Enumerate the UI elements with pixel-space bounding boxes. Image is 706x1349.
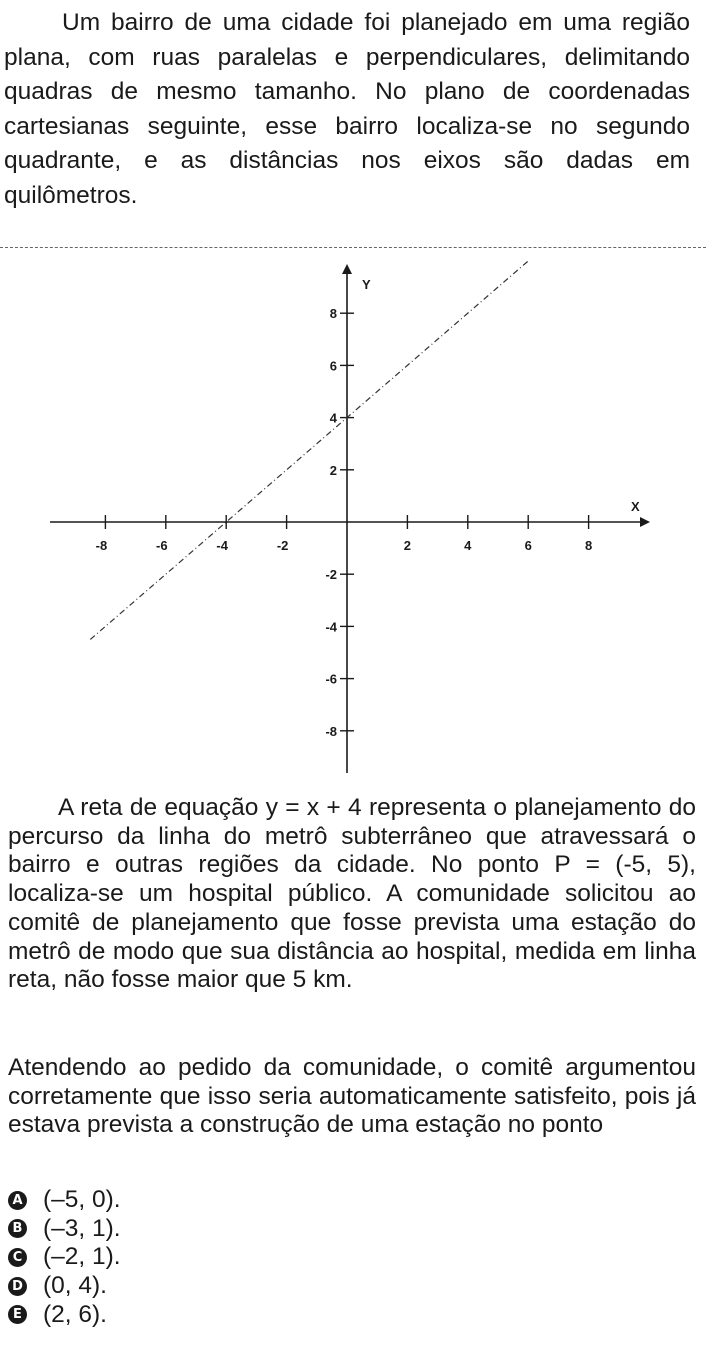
question-paragraph-3: Atendendo ao pedido da comunidade, o comitê argumentou corretamente que isso seria automaticamente satisfeito, pois já estava prevista a construção de uma estação no ponto: [8, 1054, 696, 1139]
x-tick-label: -2: [276, 538, 289, 553]
x-axis-label: X: [631, 499, 640, 514]
x-tick-label: -8: [95, 538, 108, 553]
y-tick-label: -8: [325, 723, 337, 739]
cartesian-plane: [40, 258, 660, 778]
question-intro: Um bairro de uma cidade foi planejado em uma região plana, com ruas paralelas e perpendiculares, delimitando quadras de mesmo tamanho. No plano de coordenadas cartesianas seguinte, esse bairro localiza-se no segundo quadrante, e as distâncias nos eixos são dadas em quilômetros.: [4, 9, 690, 209]
x-tick-label: 8: [584, 538, 593, 553]
dashed-separator: [0, 247, 706, 248]
x-tick-label: 2: [403, 538, 412, 553]
y-tick-label: -6: [325, 671, 337, 687]
y-tick-label: 6: [329, 358, 337, 374]
y-tick-label: -2: [325, 567, 337, 583]
y-tick-label: 2: [329, 462, 337, 478]
y-tick-label: 8: [329, 306, 337, 322]
x-tick-label: 6: [524, 538, 532, 553]
x-tick-label: 4: [464, 538, 472, 553]
option-letter-badge: A: [8, 1191, 27, 1210]
option-e[interactable]: [8, 1300, 308, 1329]
option-letter-badge: C: [8, 1248, 27, 1267]
option-text: (–2, 1).: [43, 1243, 121, 1271]
option-text: (2, 6).: [43, 1300, 107, 1328]
option-text: (–5, 0).: [43, 1186, 121, 1214]
option-letter-badge: E: [8, 1305, 27, 1324]
y-axis-label: Y: [362, 277, 371, 292]
x-tick-label: -4: [216, 538, 228, 553]
option-c[interactable]: [8, 1243, 308, 1272]
x-tick-label: -6: [156, 538, 168, 553]
question-paragraph-2: A reta de equação y = x + 4 representa o planejamento do percurso da linha do metrô subterrâneo que atravessará o bairro e outras regiões da cidade. No ponto P = (-5, 5), localiza-se um hospital público. A comunidade solicitou ao comitê de planejamento que fosse prevista uma estação do metrô de modo que sua distância ao hospital, medida em linha reta, não fosse maior que 5 km.: [8, 794, 696, 994]
option-text: (0, 4).: [43, 1272, 107, 1300]
option-letter-badge: D: [8, 1277, 27, 1296]
option-letter-badge: B: [8, 1219, 27, 1238]
y-tick-label: 4: [329, 410, 337, 426]
option-text: (–3, 1).: [43, 1214, 121, 1242]
y-tick-label: -4: [325, 619, 337, 635]
option-d[interactable]: [8, 1272, 308, 1301]
answer-options: [8, 1186, 308, 1329]
option-a[interactable]: [8, 1186, 308, 1215]
option-b[interactable]: [8, 1215, 308, 1244]
metro-line: [90, 261, 528, 639]
